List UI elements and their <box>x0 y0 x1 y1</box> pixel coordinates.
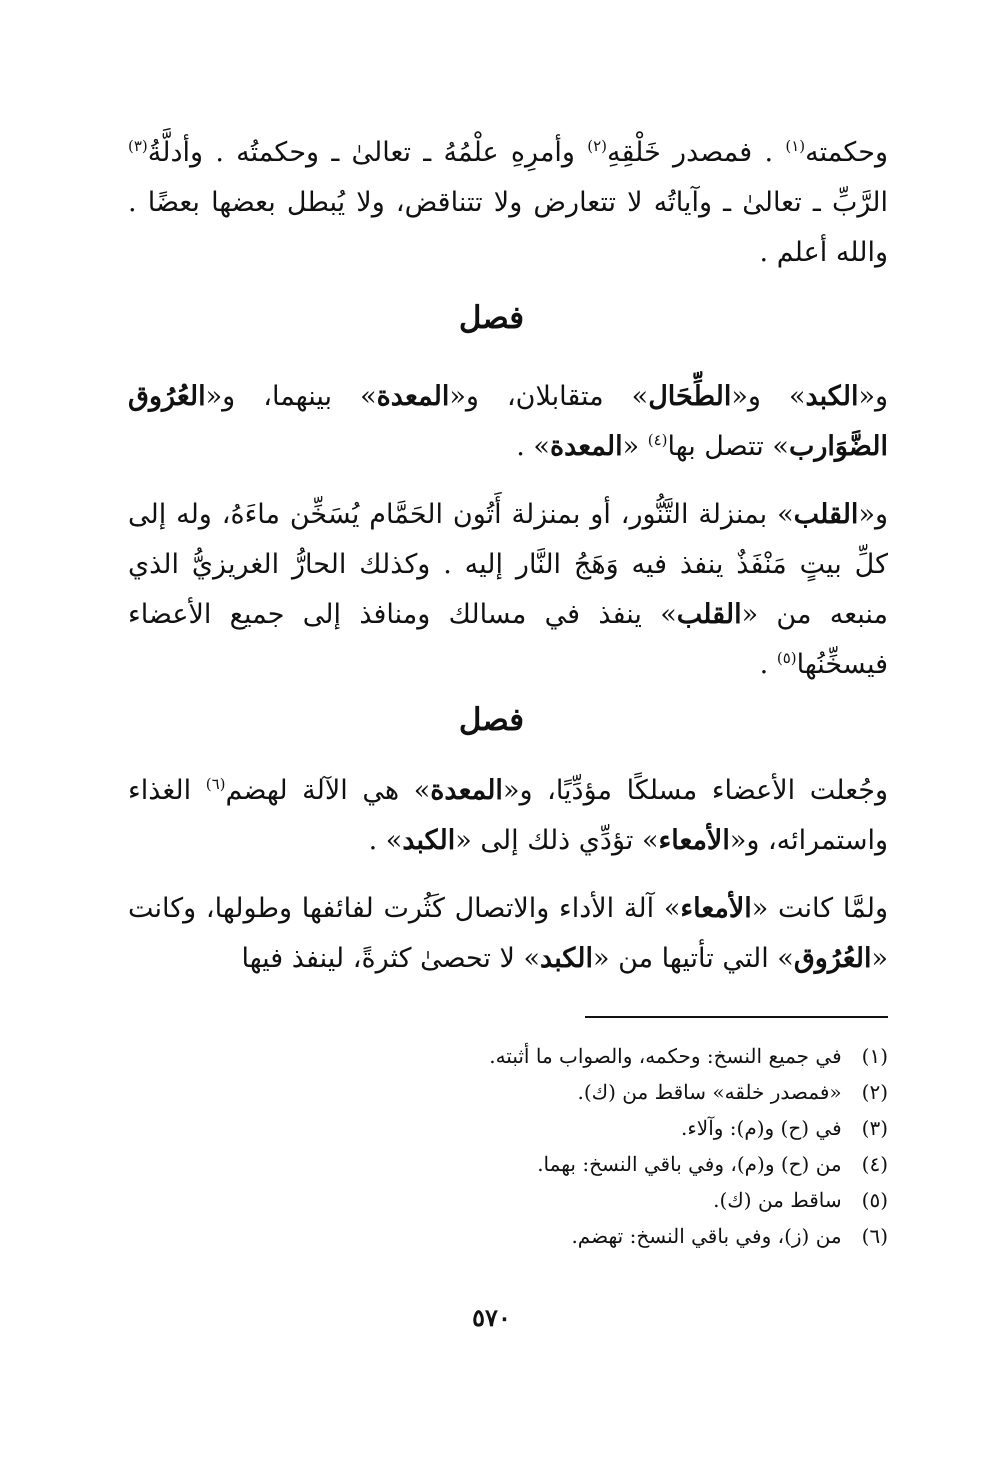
text-run: » و« <box>731 381 806 412</box>
text-run: « <box>622 431 648 462</box>
footnote-number: (٦) <box>861 1224 888 1248</box>
text-run: » تؤدِّي ذلك إلى « <box>455 825 659 856</box>
text-run: » ينفذ في مسالك ومنافذ إلى جميع الأعضاء فيسخِّنُها <box>128 599 888 680</box>
bold-term: الأمعاء <box>658 825 730 856</box>
footnote-ref-2: (٢) <box>587 137 608 155</box>
footnote-ref-1: (١) <box>785 137 806 155</box>
footnote-item <box>128 1182 888 1218</box>
bold-term: القلب <box>793 499 859 530</box>
footnote-number: (٢) <box>861 1080 888 1104</box>
footnote-number: (٣) <box>861 1116 888 1140</box>
footnote-item <box>128 1038 888 1074</box>
footnote-text: ساقط من (ك). <box>713 1188 842 1212</box>
text-run: » آلة الأداء والاتصال كَثُرت لفائفها وطولها، وكانت « <box>128 893 888 974</box>
text-run: » التي تأتيها من « <box>592 943 794 974</box>
paragraph-3 <box>128 490 888 690</box>
bold-term: الأمعاء <box>680 893 752 924</box>
text-run: » . <box>368 825 403 856</box>
text-run: وجُعلت الأعضاء مسلكًا مؤدِّيًا، و« <box>502 775 888 806</box>
footnote-item <box>128 1074 888 1110</box>
bold-term: القلب <box>676 599 742 630</box>
footnotes <box>128 1038 888 1254</box>
footnote-ref-3: (٣) <box>128 137 148 155</box>
footnote-ref-5: (٥) <box>776 649 797 667</box>
footnote-text: من (ح) و(م)، وفي باقي النسخ: بهما. <box>537 1152 842 1176</box>
bold-term: المعدة <box>376 381 450 412</box>
text-run: الرَّبِّ ـ تعالىٰ ـ وآياتُه لا تتعارض ولا تتناقض، ولا يُبطل بعضها بعضًا . والله أعلم . <box>128 187 888 268</box>
paragraph-5 <box>128 884 888 984</box>
bold-term: المعدة <box>549 431 623 462</box>
page-number: ٥٧٠ <box>472 1303 511 1332</box>
section-heading-1: فصل <box>458 300 525 336</box>
text-run: » لا تحصىٰ كثرةً، لينفذ فيها <box>241 943 541 974</box>
footnote-number: (١) <box>861 1044 888 1068</box>
footnote-item <box>128 1218 888 1254</box>
text-run: » بمنزلة التَّنُّور، أو بمنزلة أَتُون الحَمَّام يُسَخِّن ماءَهُ، وله إلى كلِّ بيتٍ مَنْفَذٌ ينفذ فيه وَهَجُ النَّار إليه . وكذلك الحارُّ الغريزيُّ الذي منبعه من « <box>128 499 888 630</box>
footnote-divider <box>585 1016 888 1018</box>
text-run: » تتصل بها <box>667 431 789 462</box>
section-heading-2: فصل <box>458 702 525 738</box>
bold-term: العُرُوق الضَّوَارب <box>128 381 888 462</box>
text-run: » بينهما، و« <box>205 381 377 412</box>
paragraph-2 <box>128 372 888 472</box>
bold-term: الكبد <box>540 943 593 974</box>
footnote-number: (٥) <box>861 1188 888 1212</box>
footnote-number: (٤) <box>861 1152 888 1176</box>
footnote-item <box>128 1110 888 1146</box>
footnote-ref-6: (٦) <box>205 775 226 793</box>
footnote-text: في جميع النسخ: وحكمه، والصواب ما أثبته. <box>489 1044 842 1068</box>
footnote-text: في (ح) و(م): وآلاء. <box>681 1116 842 1140</box>
text-run: . فمصدر خَلْقِهِ <box>607 137 786 168</box>
paragraph-4 <box>128 766 888 866</box>
bold-term: الكبد <box>402 825 456 856</box>
bold-term: الطِّحَال <box>648 381 732 412</box>
text-run: و« <box>858 381 889 412</box>
footnote-text: «فمصدر خلقه» ساقط من (ك). <box>577 1080 842 1104</box>
text-run: و« <box>858 499 888 530</box>
paragraph-1 <box>128 128 888 278</box>
text-run: ولمَّا كانت « <box>751 893 888 924</box>
footnote-item <box>128 1146 888 1182</box>
text-run: . <box>759 649 777 680</box>
footnote-text: من (ز)، وفي باقي النسخ: تهضم. <box>571 1224 842 1248</box>
bold-term: المعدة <box>430 775 503 806</box>
text-run: الغذاء واستمرائه، و« <box>128 775 888 856</box>
bold-term: العُرُوق <box>793 943 872 974</box>
bold-term: الكبد <box>805 381 859 412</box>
text-run: وأمرِهِ علْمُهُ ـ تعالىٰ ـ وحكمتُه . وأدلَّةُ <box>147 137 588 168</box>
text-run: وحكمته <box>805 137 888 168</box>
text-run: » . <box>516 431 550 462</box>
footnote-ref-4: (٤) <box>647 431 668 449</box>
text-run: » متقابلان، و« <box>449 381 649 412</box>
text-run: » هي الآلة لهضم <box>225 775 431 806</box>
